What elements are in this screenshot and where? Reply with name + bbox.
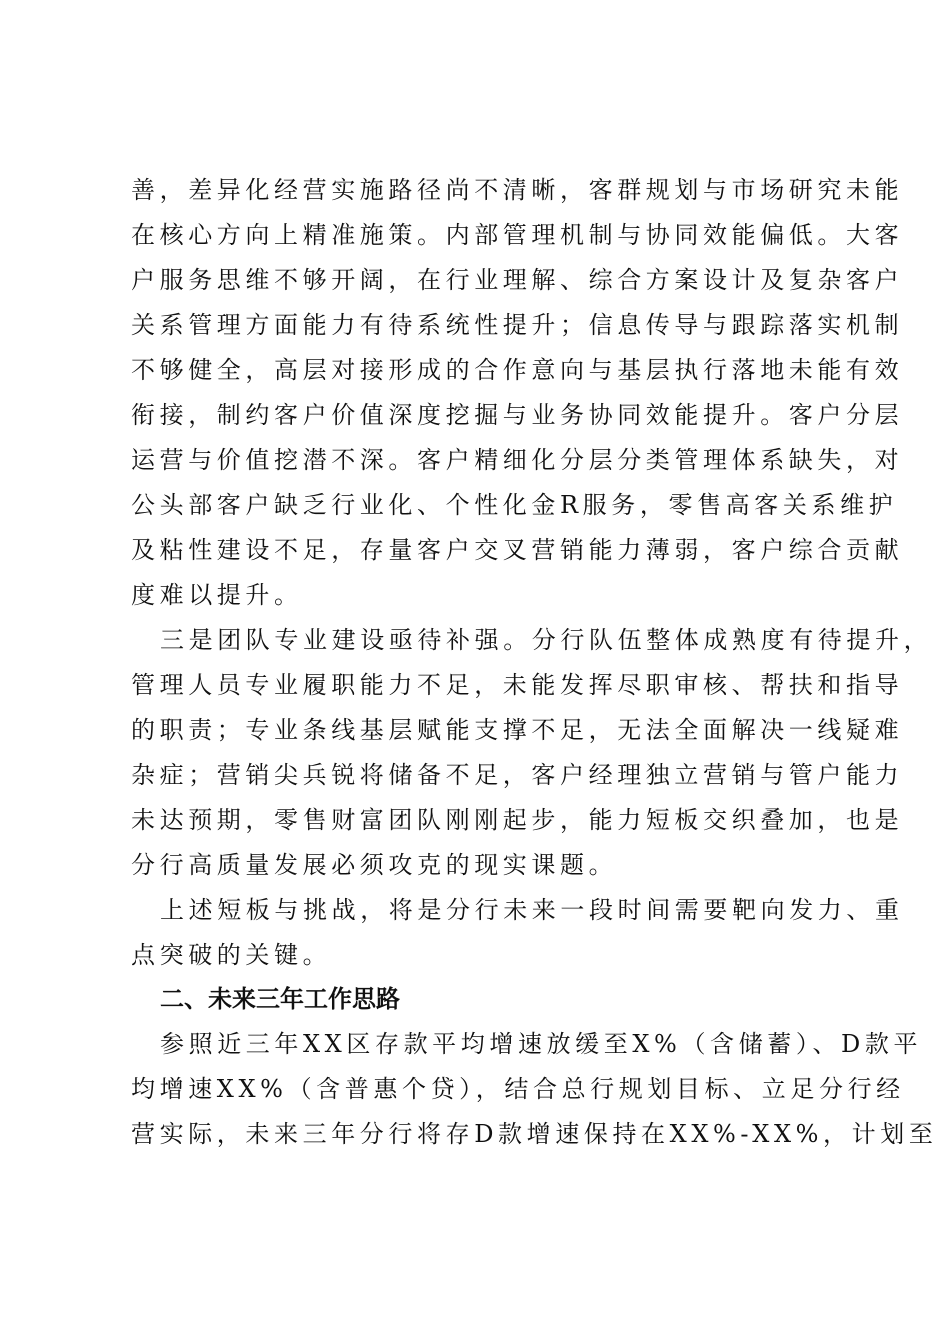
text-line: 及粘性建设不足，存量客户交叉营销能力薄弱，客户综合贡献 xyxy=(131,536,904,564)
text-line: 管理人员专业履职能力不足，未能发挥尽职审核、帮扶和指导 xyxy=(131,671,904,699)
text-line: 关系管理方面能力有待系统性提升；信息传导与跟踪落实机制 xyxy=(131,311,904,339)
text-line: 衔接，制约客户价值深度挖掘与业务协同效能提升。客户分层 xyxy=(131,401,904,429)
text-line: 度难以提升。 xyxy=(131,581,303,609)
text-line: 在核心方向上精准施策。内部管理机制与协同效能偏低。大客 xyxy=(131,221,904,249)
text-line: 未达预期，零售财富团队刚刚起步，能力短板交织叠加，也是 xyxy=(131,806,904,834)
text-line: 杂症；营销尖兵锐将储备不足，客户经理独立营销与管户能力 xyxy=(131,761,904,789)
text-line: 分行高质量发展必须攻克的现实课题。 xyxy=(131,851,618,879)
text-line: 运营与价值挖潜不深。客户精细化分层分类管理体系缺失，对 xyxy=(131,446,904,474)
text-line: 上述短板与挑战，将是分行未来一段时间需要靶向发力、重 xyxy=(160,896,904,924)
section-heading: 二、未来三年工作思路 xyxy=(160,985,400,1013)
text-line: 点突破的关键。 xyxy=(131,941,332,969)
text-line: 均增速XX%（含普惠个贷），结合总行规划目标、立足分行经 xyxy=(131,1075,905,1103)
text-line: 善，差异化经营实施路径尚不清晰，客群规划与市场研究未能 xyxy=(131,176,904,204)
text-line: 不够健全，高层对接形成的合作意向与基层执行落地未能有效 xyxy=(131,356,904,384)
text-line: 户服务思维不够开阔，在行业理解、综合方案设计及复杂客户 xyxy=(131,266,904,294)
text-line: 营实际，未来三年分行将存D款增速保持在XX%-XX%，计划至 xyxy=(131,1120,938,1148)
text-line: 公头部客户缺乏行业化、个性化金R服务，零售高客关系维护 xyxy=(131,491,898,519)
text-line: 参照近三年XX区存款平均增速放缓至X%（含储蓄）、D款平 xyxy=(160,1030,923,1058)
text-line: 三是团队专业建设亟待补强。分行队伍整体成熟度有待提升， xyxy=(160,626,933,654)
text-line: 的职责；专业条线基层赋能支撑不足，无法全面解决一线疑难 xyxy=(131,716,904,744)
